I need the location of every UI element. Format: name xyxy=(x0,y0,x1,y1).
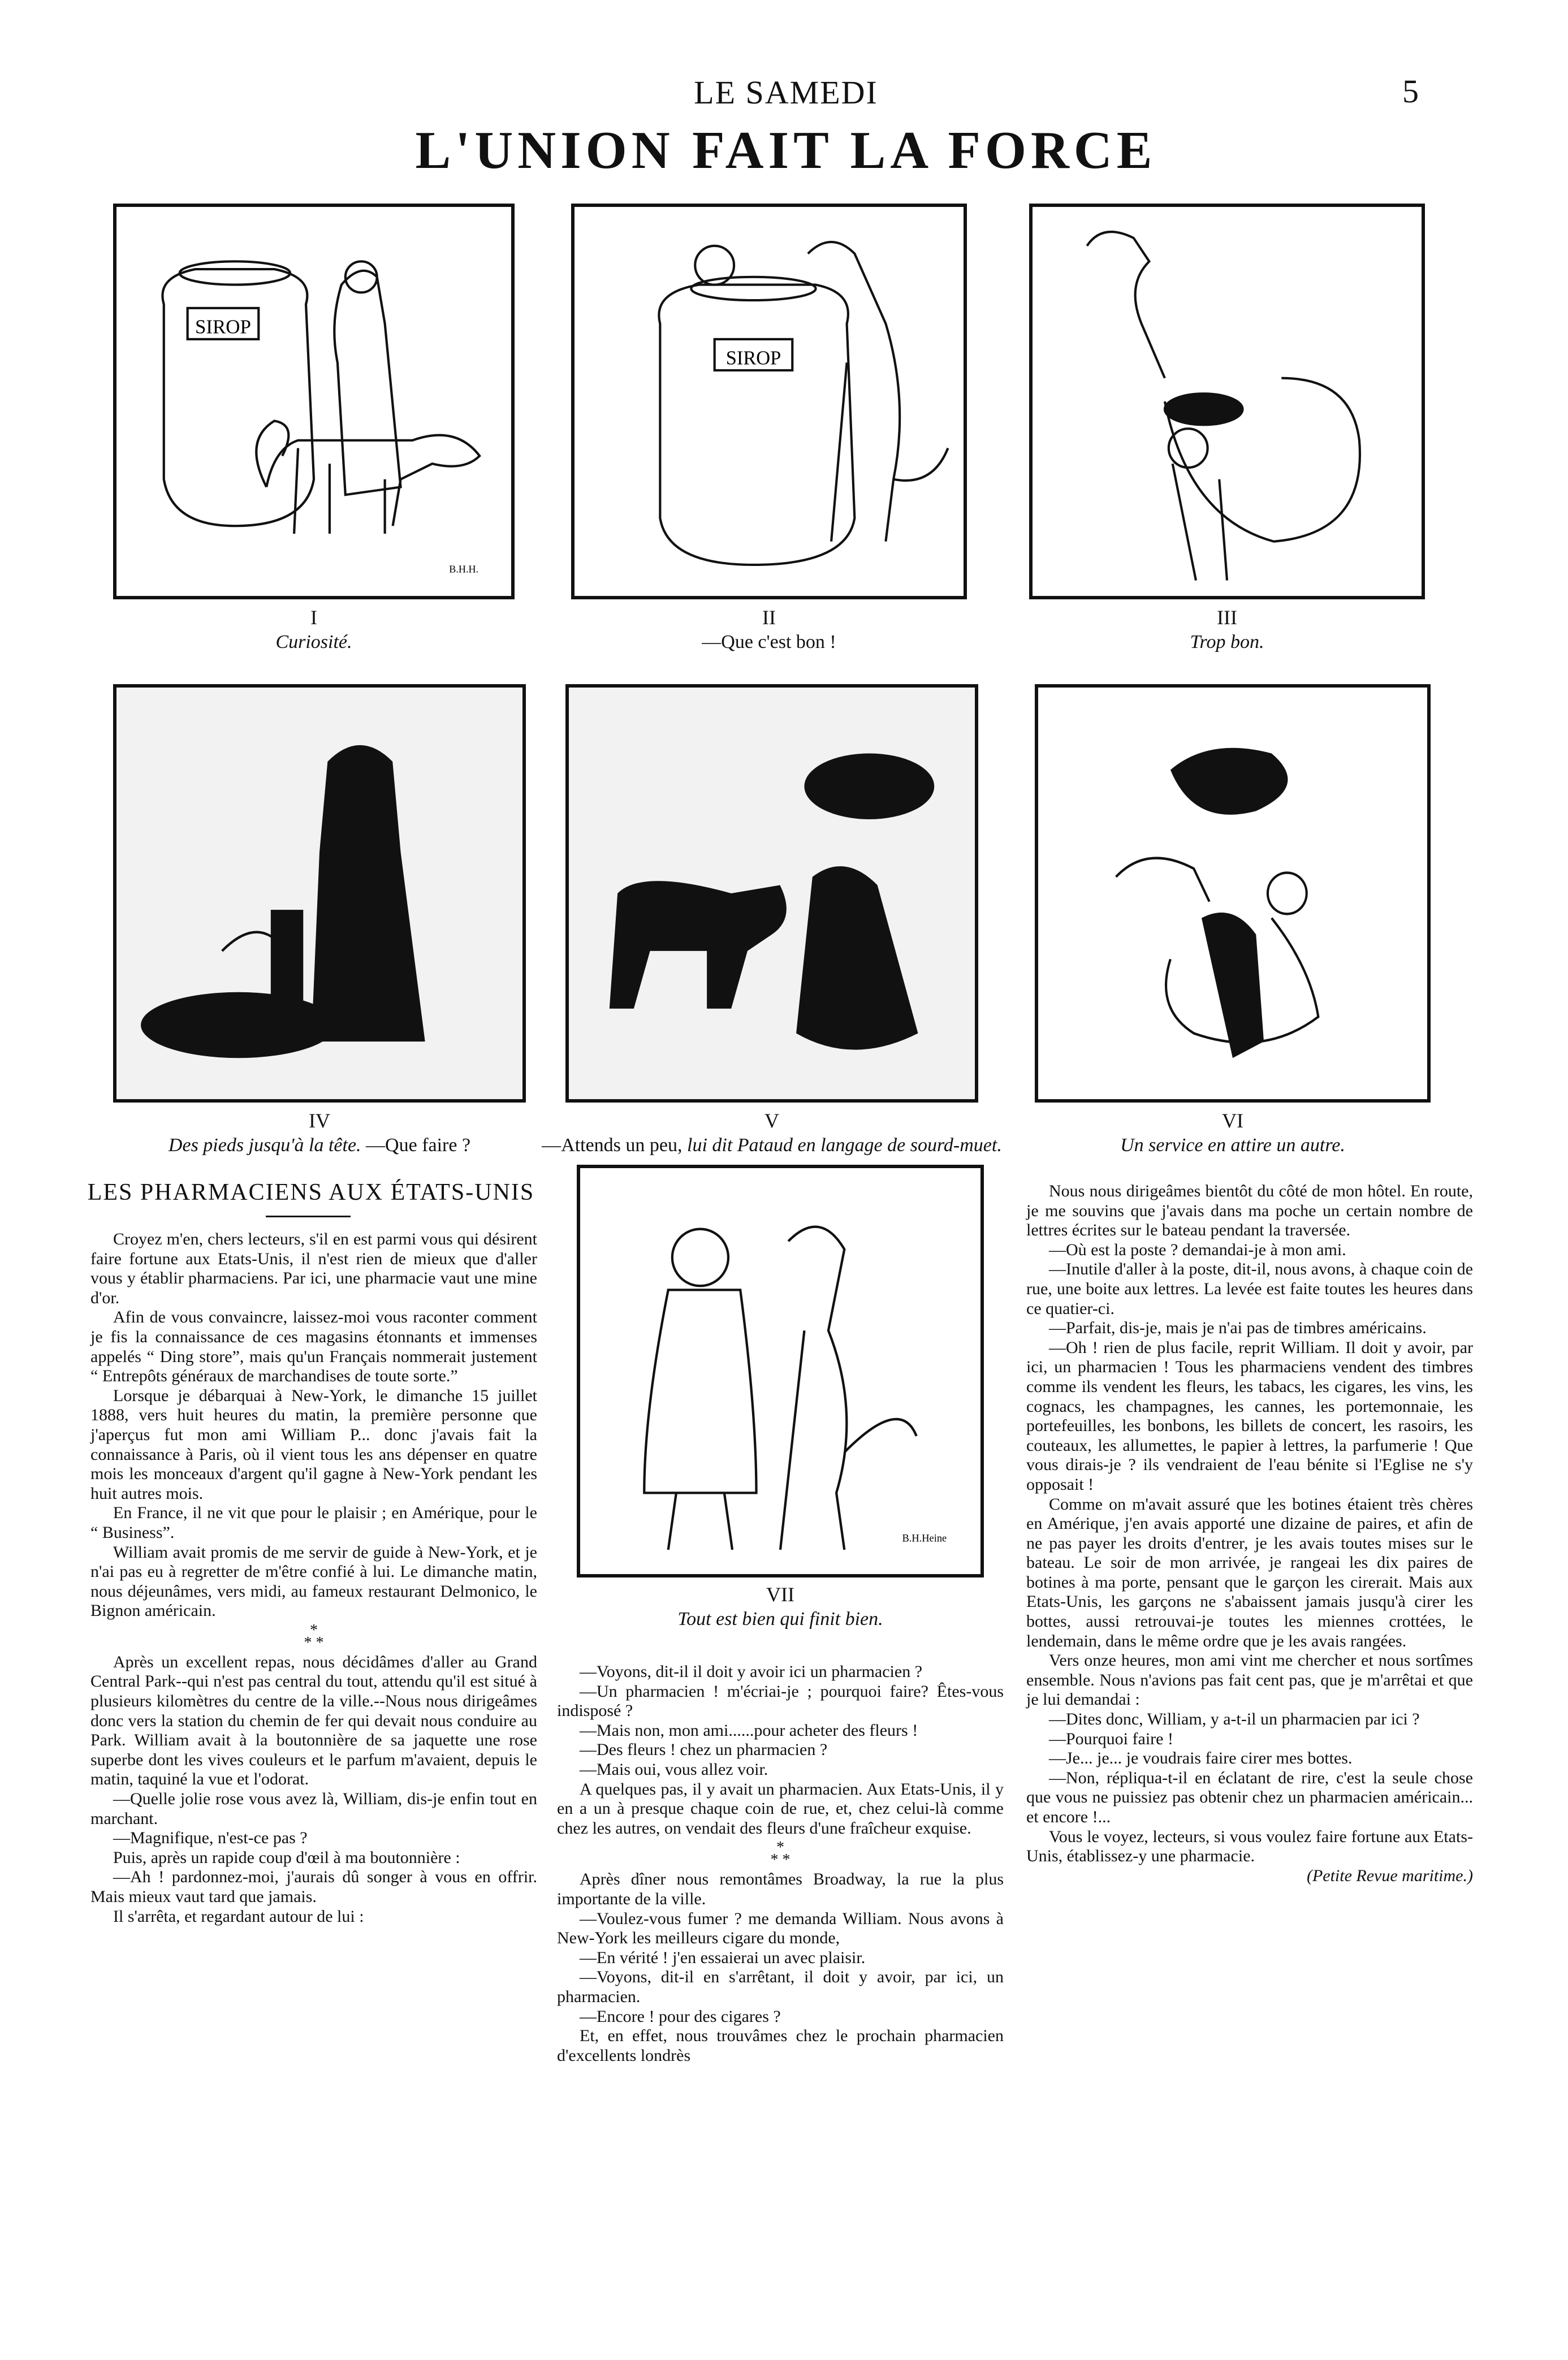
panel-4-illustration xyxy=(113,684,526,1103)
paragraph: Et, en effet, nous trouvâmes chez le prochain pharmacien d'excellents londrès xyxy=(557,2026,1004,2065)
dog-licking-girl-drawing xyxy=(569,688,975,1099)
article-heading: LES PHARMACIENS AUX ÉTATS-UNIS xyxy=(87,1179,535,1205)
paragraph: —Des fleurs ! chez un pharmacien ? xyxy=(580,1740,828,1760)
paragraph: —Quelle jolie rose vous avez là, William, dis-je enfin tout en marchant. xyxy=(90,1790,537,1828)
paragraph: —Un pharmacien ! m'écriai-je ; pourquoi faire? Êtes-vous indisposé ? xyxy=(557,1682,1004,1721)
panel-7-caption xyxy=(577,1582,984,1632)
caption-italic: Des pieds jusqu'à la tête. xyxy=(168,1135,361,1156)
article-source: (Petite Revue maritime.) xyxy=(1306,1866,1473,1885)
panel-number: VII xyxy=(766,1583,794,1606)
paragraph: Croyez m'en, chers lecteurs, s'il en est parmi vous qui désirent faire fortune aux Etats-Unis, il n'est rien de mieux que d'aller vous y établir pharmaciens. Par ici, une pharmacie vaut une mine d'or. xyxy=(90,1230,537,1307)
paragraph: —Encore ! pour des cigares ? xyxy=(580,2007,781,2026)
panel-number: I xyxy=(310,606,317,629)
section-break-stars: * * * xyxy=(770,1839,791,1869)
paragraph: Lorsque je débarquai à New-York, le dimanche 15 juillet 1888, vers huit heures du matin, la première personne que j'aperçus fut mon ami William P... donc j'avais fait la connaissance à Paris, où il vient tous les ans dépenser en quatre mois les monceaux d'argent qu'il gagne à New-York pendant les huit autres mois. xyxy=(90,1386,537,1503)
panel-3-caption xyxy=(1029,605,1425,655)
caption-text: —Que c'est bon ! xyxy=(702,632,836,652)
paragraph: —Mais non, mon ami......pour acheter des fleurs ! xyxy=(580,1721,918,1740)
main-title: L'UNION FAIT LA FORCE xyxy=(415,121,1157,180)
jar-label: SIROP xyxy=(725,347,781,369)
dog-in-jar-drawing xyxy=(1033,207,1422,596)
paragraph: —En vérité ! j'en essaierai un avec plaisir. xyxy=(580,1948,866,1967)
paragraph: Après dîner nous remontâmes Broadway, la rue la plus importante de la ville. xyxy=(557,1870,1004,1908)
paragraph: William avait promis de me servir de guide à New-York, et je n'ai pas eu à regretter de m'être confié à lui. Le dimanche matin, nous déjeunâmes, vers midi, au fameux restaurant Delmonico, le Bignon américain. xyxy=(90,1542,537,1620)
paragraph: Il s'arrêta, et regardant autour de lui : xyxy=(113,1907,364,1926)
panel-signature: B.H.H. xyxy=(449,563,479,575)
paragraph: Comme on m'avait assuré que les botines étaient très chères en Amérique, j'en avais apporté une dizaine de paires, et afin de ne pas payer les droits d'entrer, je les avais toutes mises sur le bateau. Le soir de mon arrivée, je rangeai les dix paires de botines à ma porte, pensant que le garçon les cirerait. Mais aux Etats-Unis, les garçons ne s'abaissent jamais jusqu'à cirer les bottes, aussi retrouvai-je toutes les miennes crottées, le lendemain, dans le même ordre que je les avais rangées. xyxy=(1026,1494,1473,1650)
caption-text: Un service en attire un autre. xyxy=(1120,1135,1345,1156)
panel-number: IV xyxy=(309,1109,330,1132)
caption-plain: —Attends un peu, xyxy=(542,1135,683,1156)
paragraph: Vers onze heures, mon ami vint me chercher et nous sortîmes ensemble. Nous n'avions pas fait cent pas, que je m'arrêtai et que je lui demandai : xyxy=(1026,1651,1473,1709)
paragraph: A quelques pas, il y avait un pharmacien. Aux Etats-Unis, il y en a un à presque chaque coin de rue, et, chez celui-là comme chez les autres, on vendait des fleurs d'une fraîcheur exquise. xyxy=(557,1779,1004,1838)
caption-text: Tout est bien qui finit bien. xyxy=(677,1609,883,1629)
paragraph: En France, il ne vit que pour le plaisir ; en Amérique, pour le “ Business”. xyxy=(90,1503,537,1542)
caption-plain: —Que faire ? xyxy=(366,1135,471,1156)
panel-2-illustration xyxy=(571,204,967,599)
panel-6-illustration xyxy=(1035,684,1431,1103)
paragraph: Nous nous dirigeâmes bientôt du côté de mon hôtel. En route, je me souvins que j'avais dans ma poche un certain nombre de lettres écrites sur le bateau pendant la traversée. xyxy=(1026,1182,1473,1240)
section-break-stars: * * * xyxy=(304,1621,324,1652)
panel-7-illustration xyxy=(577,1165,984,1577)
paragraph: Vous le voyez, lecteurs, si vous voulez faire fortune aux Etats-Unis, établissez-y une pharmacie. xyxy=(1026,1827,1473,1866)
caption-text: Curiosité. xyxy=(275,632,352,652)
panel-4-caption xyxy=(102,1108,537,1158)
panel-1-illustration xyxy=(113,204,515,599)
panel-2-caption xyxy=(571,605,967,655)
page-number: 5 xyxy=(1402,73,1419,110)
heading-rule xyxy=(266,1216,351,1217)
panel-number: VI xyxy=(1222,1109,1243,1132)
paragraph: —Voulez-vous fumer ? me demanda William. Nous avons à New-York les meilleurs cigare du monde, xyxy=(557,1909,1004,1948)
caption-italic: lui dit Pataud en langage de sourd-muet. xyxy=(687,1135,1002,1156)
caption-text: Trop bon. xyxy=(1190,632,1264,652)
jar-label: SIROP xyxy=(195,316,251,338)
panel-number: III xyxy=(1217,606,1237,629)
panel-6-caption xyxy=(1035,1108,1431,1158)
paragraph: —Mais oui, vous allez voir. xyxy=(580,1760,768,1779)
paragraph: Après un excellent repas, nous décidâmes d'aller au Grand Central Park--qui n'est pas central du tout, attendu qu'il est situé à plusieurs kilomètres du centre de la ville.--Nous nous dirigeâmes donc vers la station du chemin de fer qui devait nous conduire au Park. William avait à la boutonnière de sa jaquette une rose superbe dont les vives couleurs et le parfum m'avaient, depuis le matin, taquiné la vue et l'odorat. xyxy=(90,1652,537,1789)
paragraph: —Voyons, dit-il en s'arrêtant, il doit y avoir, par ici, un pharmacien. xyxy=(557,1968,1004,2006)
jar-girl-dog-drawing xyxy=(116,207,511,596)
panel-number: V xyxy=(764,1109,779,1132)
paragraph: Afin de vous convaincre, laissez-moi vous raconter comment je fis la connaissance de ces magasins étonnants et immenses appelés “ Ding store”, mais qu'un Français nommerait justement “ Entrepôts généraux de marchandises de toute sorte.” xyxy=(90,1308,537,1386)
paragraph: —Où est la poste ? demandai-je à mon ami. xyxy=(1049,1240,1346,1259)
paragraph: —Voyons, dit-il il doit y avoir ici un pharmacien ? xyxy=(580,1662,923,1681)
girl-with-dog-drawing xyxy=(580,1168,980,1574)
girl-covered-in-syrup-drawing xyxy=(116,688,522,1099)
panel-3-illustration xyxy=(1029,204,1425,599)
panel-5-illustration xyxy=(565,684,978,1103)
paragraph: —Inutile d'aller à la poste, dit-il, nous avons, à chaque coin de rue, une boite aux lettres. La levée est faite toutes les heures dans ce quatier-ci. xyxy=(1026,1260,1473,1318)
jar-tasting-drawing xyxy=(574,207,964,596)
paragraph: Puis, après un rapide coup d'œil à ma boutonnière : xyxy=(113,1848,460,1867)
panel-signature: B.H.Heine xyxy=(902,1532,947,1545)
paragraph: —Pourquoi faire ! xyxy=(1049,1729,1173,1748)
article-column-2 xyxy=(557,1662,1004,2065)
paragraph: —Non, répliqua-t-il en éclatant de rire, c'est la seule chose que vous ne puissiez pas obtenir chez un pharmacien américain... et encore !... xyxy=(1026,1768,1473,1826)
paragraph: —Dites donc, William, y a-t-il un pharmacien par ici ? xyxy=(1049,1710,1420,1729)
panel-5-caption xyxy=(509,1108,1035,1158)
article-column-3 xyxy=(1026,1182,1473,1886)
running-title: LE SAMEDI xyxy=(694,74,878,111)
paragraph: —Oh ! rien de plus facile, reprit William. Il doit y avoir, par ici, un pharmacien ! Tous les pharmaciens vendent des timbres comme ils vendent les fleurs, les tabacs, les cigares, les vins, les cognacs, les champagnes, les cannes, les portemonnaie, les portefeuilles, les bonbons, les billets de concert, les rasoirs, les couteaux, les allumettes, le papier à lettres, la parfumerie ! Que vous dirais-je ? ils vendraient de l'eau bénite si l'Eglise ne s'y opposait ! xyxy=(1026,1338,1473,1494)
panel-number: II xyxy=(762,606,776,629)
paragraph: —Je... je... je voudrais faire cirer mes bottes. xyxy=(1049,1749,1353,1768)
paragraph: —Parfait, dis-je, mais je n'ai pas de timbres américains. xyxy=(1049,1319,1427,1338)
paragraph: —Magnifique, n'est-ce pas ? xyxy=(113,1829,308,1848)
dog-and-girl-embrace-drawing xyxy=(1038,688,1427,1099)
panel-1-caption xyxy=(113,605,515,655)
article-column-1 xyxy=(90,1230,537,1926)
paragraph: —Ah ! pardonnez-moi, j'aurais dû songer à vous en offrir. Mais mieux vaut tard que jamais. xyxy=(90,1868,537,1906)
